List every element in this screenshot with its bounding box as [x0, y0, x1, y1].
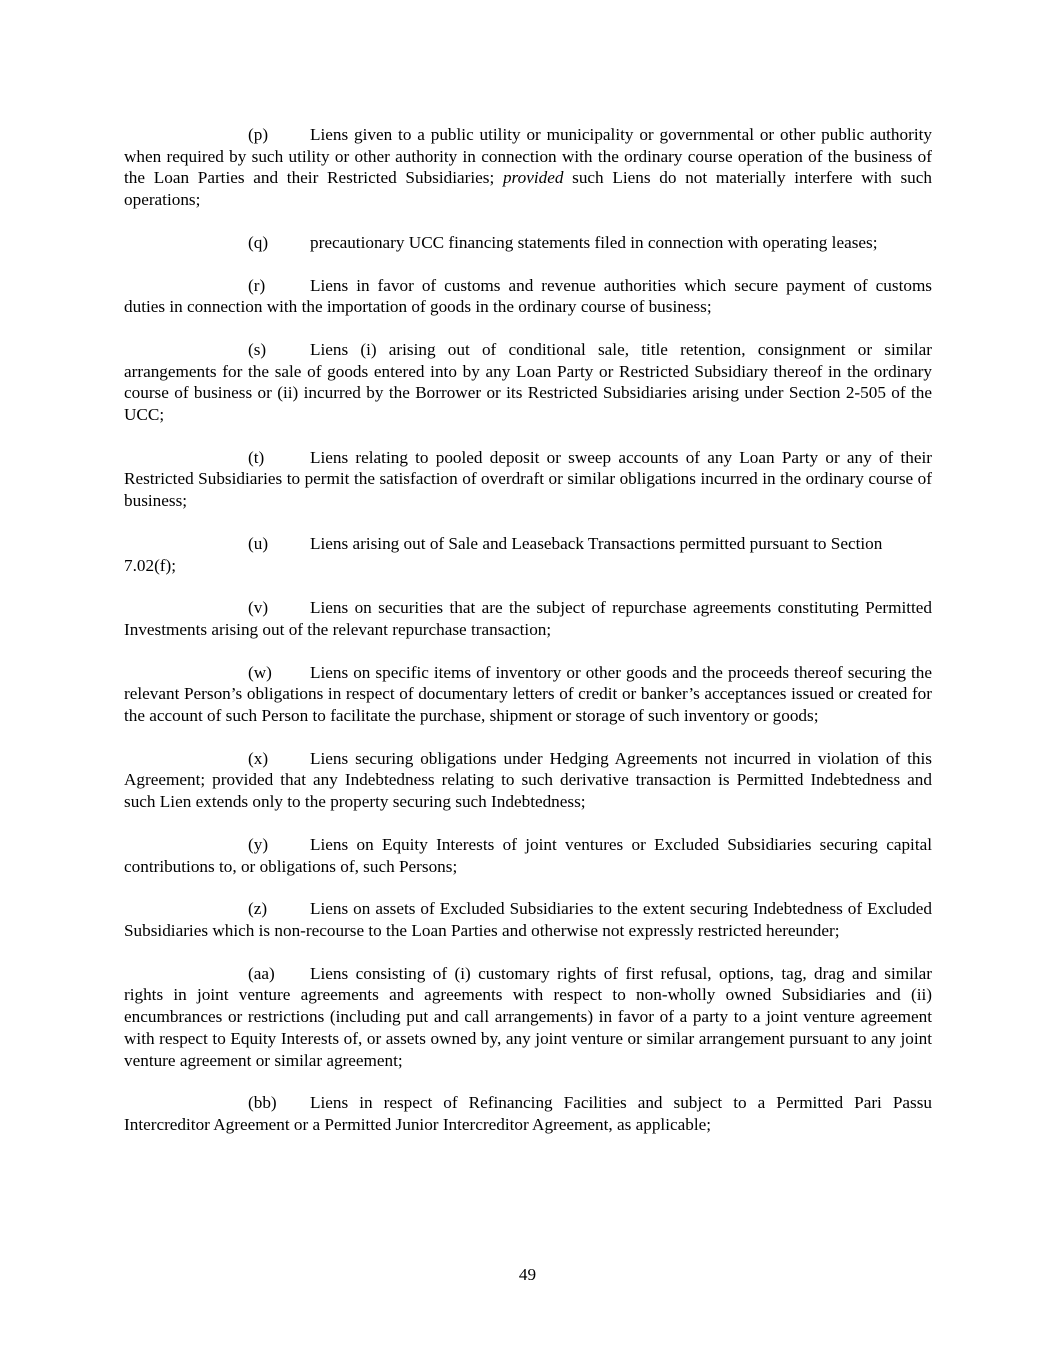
clause-text: Liens on specific items of inventory or other goods and the proceeds thereof securing the relevant Person’s obligations in respect of documentary letters of credit or banker’s acceptances issued or created for the account of such Person to facilitate the purchase, shipment or storage of such inventory or goods; [124, 662, 932, 726]
clause-label: (z) [248, 899, 268, 919]
page-number: 49 [518, 1265, 537, 1284]
clause-p [124, 124, 932, 211]
clause-text: Liens (i) arising out of conditional sale, title retention, consignment or similar arrangements for the sale of goods entered into by any Loan Party or Restricted Subsidiary thereof in the ordinary course of business or (ii) incurred by the Borrower or its Restricted Subsidiaries arising under Section 2-505 of the UCC; [124, 339, 932, 425]
clause-z [124, 898, 932, 941]
clause-label: (aa) [248, 963, 275, 983]
clause-t [124, 447, 932, 512]
clause-text: Liens securing obligations under Hedging Agreements not incurred in violation of this Agreement; provided that any Indebtedness relating to such derivative transaction is Permitted Indebtedness and such Lien extends only to the property securing such Indebtedness; [124, 748, 932, 812]
clause-label: (s) [248, 339, 267, 359]
clause-q [124, 232, 932, 254]
clause-text: Liens arising out of Sale and Leaseback Transactions permitted pursuant to Section [310, 533, 883, 553]
document-page [124, 124, 932, 1157]
clause-label: (t) [248, 447, 265, 467]
clause-label: (u) [248, 533, 269, 553]
clause-label: (q) [248, 232, 269, 252]
clause-text: such Liens do not materially interfere with such operations; [124, 168, 932, 210]
clause-label: (w) [248, 662, 272, 682]
clause-emphasis: provided [502, 168, 564, 188]
clause-text: Liens given to a public utility or municipality or governmental or other public authority when required by such utility or other authority in connection with the ordinary course operation of the business of the Loan Parties and their Restricted Subsidiaries; [124, 125, 932, 188]
clause-text: Liens on Equity Interests of joint ventures or Excluded Subsidiaries securing capital contributions to, or obligations of, such Persons; [124, 834, 932, 876]
clause-v [124, 597, 932, 640]
clause-text: Liens consisting of (i) customary rights of first refusal, options, tag, drag and similar rights in joint venture agreements and agreements with respect to non-wholly owned Subsidiaries and (ii) encumbrances or restrictions (including put and call arrangements) in favor of a party to a joint venture agreement with respect to Equity Interests of, or assets owned by, any joint venture or similar arrangement pursuant to any joint venture agreement or similar agreement; [124, 963, 932, 1070]
clause-text: Liens on assets of Excluded Subsidiaries to the extent securing Indebtedness of Excluded Subsidiaries which is non-recourse to the Loan Parties and otherwise not expressly restricted hereunder; [124, 899, 932, 940]
clause-label: (v) [248, 598, 269, 618]
clause-text: Liens on securities that are the subject of repurchase agreements constituting Permitted Investments arising out of the relevant repurchase transaction; [124, 598, 932, 639]
clause-y [124, 834, 932, 877]
clause-label: (r) [248, 275, 266, 295]
clause-text: Liens in favor of customs and revenue authorities which secure payment of customs duties in connection with the importation of goods in the ordinary course of business; [124, 275, 932, 317]
clause-label: (x) [248, 748, 269, 768]
clause-text: Liens relating to pooled deposit or sweep accounts of any Loan Party or any of their Restricted Subsidiaries to permit the satisfaction of overdraft or similar obligations incurred in the ordinary course of business; [124, 447, 932, 511]
clause-s [124, 339, 932, 426]
clause-r [124, 275, 932, 318]
clause-text: Liens in respect of Refinancing Facilities and subject to a Permitted Pari Passu Intercreditor Agreement or a Permitted Junior Intercreditor Agreement, as applicable; [124, 1093, 932, 1134]
clause-u [124, 533, 932, 576]
clause-w [124, 662, 932, 727]
clause-aa [124, 963, 932, 1072]
clause-x [124, 748, 932, 813]
clause-text-tail: 7.02(f); [124, 555, 177, 575]
clause-label: (y) [248, 834, 269, 854]
clause-text: precautionary UCC financing statements filed in connection with operating leases; [310, 232, 878, 252]
clause-label: (bb) [248, 1093, 277, 1113]
clause-bb [124, 1092, 932, 1135]
clause-label: (p) [248, 125, 269, 144]
